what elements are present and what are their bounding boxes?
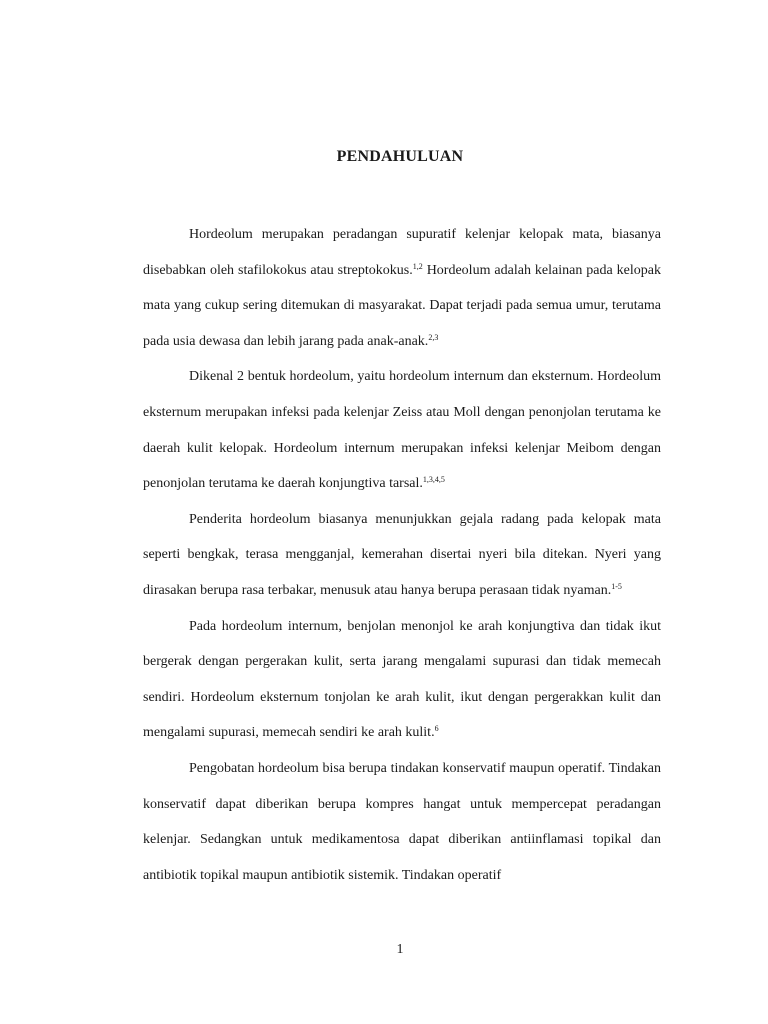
paragraph-5: [143, 751, 661, 893]
paragraph-1-text-b: Hordeolum adalah kelainan pada kelopak mata yang cukup sering ditemukan di masyarakat. Dapat terjadi pada semua umur, terutama pada usia dewasa dan lebih jarang pada anak-anak.: [143, 262, 661, 349]
citation-1-5: 1-5: [611, 581, 622, 591]
paragraph-4: [143, 609, 661, 751]
citation-2-3: 2,3: [428, 332, 439, 342]
page-title: PENDAHULUAN: [336, 148, 464, 165]
paragraph-3: [143, 502, 661, 609]
citation-6: 6: [434, 724, 439, 734]
paragraph-1-text-a: Hordeolum merupakan peradangan supuratif kelenjar kelopak mata, biasanya disebabkan oleh stafilokokus atau streptokokus.: [143, 227, 661, 278]
paragraph-5-text: Pengobatan hordeolum bisa berupa tindakan konservatif maupun operatif. Tindakan konservatif dapat diberikan berupa kompres hangat untuk mempercepat peradangan kelenjar. Sedangkan untuk medikamentosa dapat diberikan antiinflamasi topikal dan antibiotik topikal maupun antibiotik sistemik. Tindakan operatif: [143, 760, 661, 883]
body-text: [143, 217, 661, 893]
citation-1-2: 1,2: [412, 261, 423, 271]
paragraph-2-text: Dikenal 2 bentuk hordeolum, yaitu hordeolum internum dan eksternum. Hordeolum eksternum merupakan infeksi pada kelenjar Zeiss atau Moll dengan penonjolan terutama ke daerah kulit kelopak. Hordeolum internum merupakan infeksi kelenjar Meibom dengan penonjolan terutama ke daerah konjungtiva tarsal.: [143, 369, 661, 492]
paragraph-4-text: Pada hordeolum internum, benjolan menonjol ke arah konjungtiva dan tidak ikut bergerak dengan pergerakan kulit, serta jarang mengalami supurasi dan tidak memecah sendiri. Hordeolum eksternum tonjolan ke arah kulit, ikut dengan pergerakkan kulit dan mengalami supurasi, memecah sendiri ke arah kulit.: [143, 618, 661, 741]
paragraph-1: [143, 217, 661, 359]
paragraph-2: [143, 359, 661, 501]
citation-1-3-4-5: 1,3,4,5: [422, 475, 445, 485]
page-number: 1: [396, 942, 404, 957]
paragraph-3-text: Penderita hordeolum biasanya menunjukkan gejala radang pada kelopak mata seperti bengkak, terasa mengganjal, kemerahan disertai nyeri bila ditekan. Nyeri yang dirasakan berupa rasa terbakar, menusuk atau hanya berupa perasaan tidak nyaman.: [143, 511, 661, 598]
